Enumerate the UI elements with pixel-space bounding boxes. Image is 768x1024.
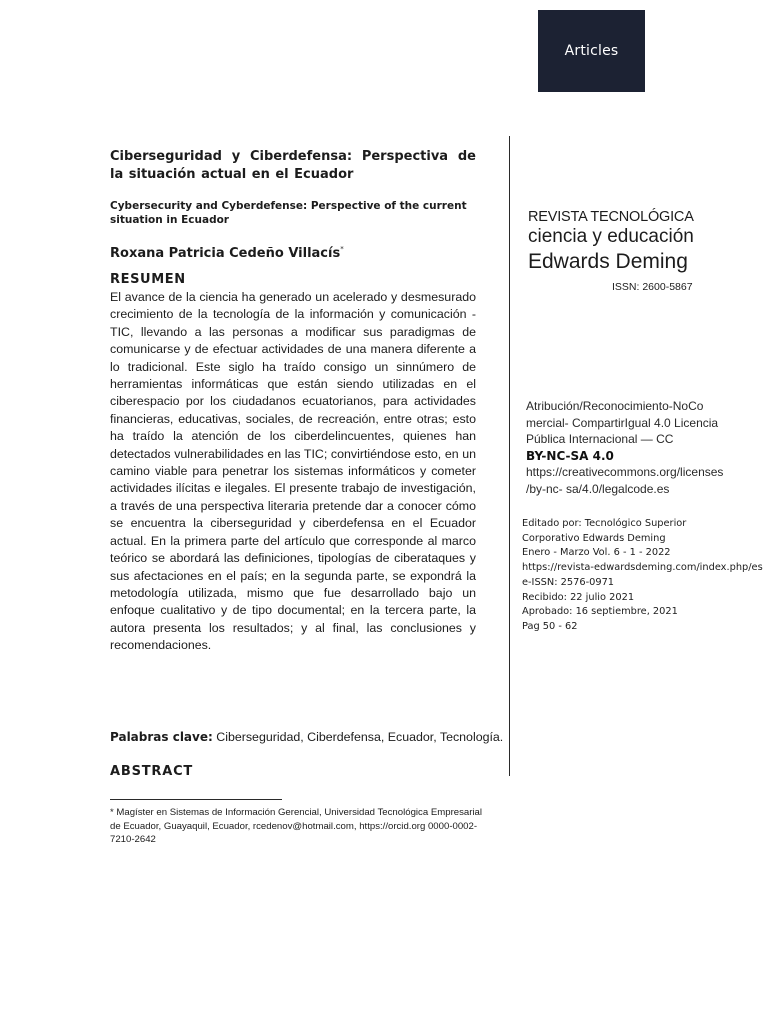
keywords (110, 730, 570, 744)
meta-received: Recibido: 22 julio 2021 (522, 591, 635, 603)
meta-url: https://revista-edwardsdeming.com/index.php/es (522, 562, 763, 574)
author-footnote: * Magíster en Sistemas de Información Gerencial, Universidad Tecnológica Empresarial de Ecuador, Guayaquil, Ecuador, rcedenov@hotmail.com, https://orcid.org 0000-0002-7210-2642 (110, 807, 483, 845)
meta-pages: Pag 50 - 62 (522, 620, 578, 632)
keywords-label: Palabras clave: (110, 730, 213, 744)
article-title-en: Cybersecurity and Cyberdefense: Perspective of the current situation in Ecuador (110, 200, 467, 226)
meta-issue: Enero - Marzo Vol. 6 - 1 - 2022 (522, 547, 671, 559)
section-tag-label: Articles (564, 43, 619, 59)
journal-name-line2: ciencia y educación (528, 226, 694, 247)
license-url1: https://creativecommons.org/licenses (526, 465, 724, 479)
license-code: BY-NC-SA 4.0 (526, 448, 614, 463)
license-line1: Atribución/Reconocimiento-NoCo (526, 399, 704, 413)
keywords-text: Ciberseguridad, Ciberdefensa, Ecuador, Tecnología. (216, 730, 504, 744)
section-tag (538, 10, 645, 92)
resumen-text: El avance de la ciencia ha generado un acelerado y desmesurado crecimiento de la tecnología de la información y comunicación - TIC, llevando a las personas a modificar sus paradigmas de comunicarse y de efectuar actividades de una manera diferente a lo tradicional. Este siglo ha traído consigo un sinnúmero de herramientas informáticas que están siendo utilizadas en el ciberespacio por los ciudadanos ecuatorianos, para actividades financieras, educativas, sociales, de recreación, entre otras; esto ha traído la atención de los ciberdelincuentes, quienes han detectados vulnerabilidades en las TIC; convirtiéndose esto, en un camino viable para penetrar los sistemas informáticos y cometer actividades ilícitas e ilegales. El presente trabajo de investigación, a través de una perspectiva literaria pretende dar a conocer cómo se encuentra la ciberseguridad y ciberdefensa en el Ecuador actual. En la primera parte del artículo que corresponde al marco teórico se abordará las definiciones, tipologías de ciberataques y sus afectaciones en el país; en la segunda parte, se expondrá la metodología utilizada, mismo que fue desarrollado bajo un enfoque cualitativo y de tipo documental; en la tercera parte, la autora presenta los resultados; y al final, las conclusiones y recomendaciones. (110, 290, 476, 653)
meta-editor-line2: Corporativo Edwards Deming (522, 532, 666, 544)
license-url2: /by-nc- sa/4.0/legalcode.es (526, 481, 670, 496)
author-footnote-mark: * (340, 245, 344, 253)
publication-meta (522, 517, 763, 635)
license-block (526, 398, 741, 497)
author-name (110, 241, 476, 262)
meta-approved: Aprobado: 16 septiembre, 2021 (522, 606, 678, 618)
article-title-es: Ciberseguridad y Ciberdefensa: Perspectiva de la situación actual en el Ecuador (110, 149, 476, 182)
author-name-text: Roxana Patricia Cedeño Villacís (110, 246, 341, 261)
journal-name-line3: Edwards Deming (528, 250, 688, 273)
journal-name-line1: REVISTA TECNOLÓGICA (528, 209, 694, 225)
license-line2: mercial- CompartirIgual 4.0 Licencia (526, 415, 719, 430)
journal-logo (528, 208, 748, 276)
resumen-heading: RESUMEN (110, 272, 186, 287)
license-line3: Pública Internacional — CC (526, 432, 674, 446)
meta-editor-line1: Editado por: Tecnológico Superior (522, 518, 687, 529)
footnote-rule (110, 799, 282, 800)
journal-issn: ISSN: 2600-5867 (612, 281, 693, 293)
abstract-heading: ABSTRACT (110, 764, 194, 779)
column-divider (509, 136, 510, 776)
meta-eissn: e-ISSN: 2576-0971 (522, 576, 615, 588)
